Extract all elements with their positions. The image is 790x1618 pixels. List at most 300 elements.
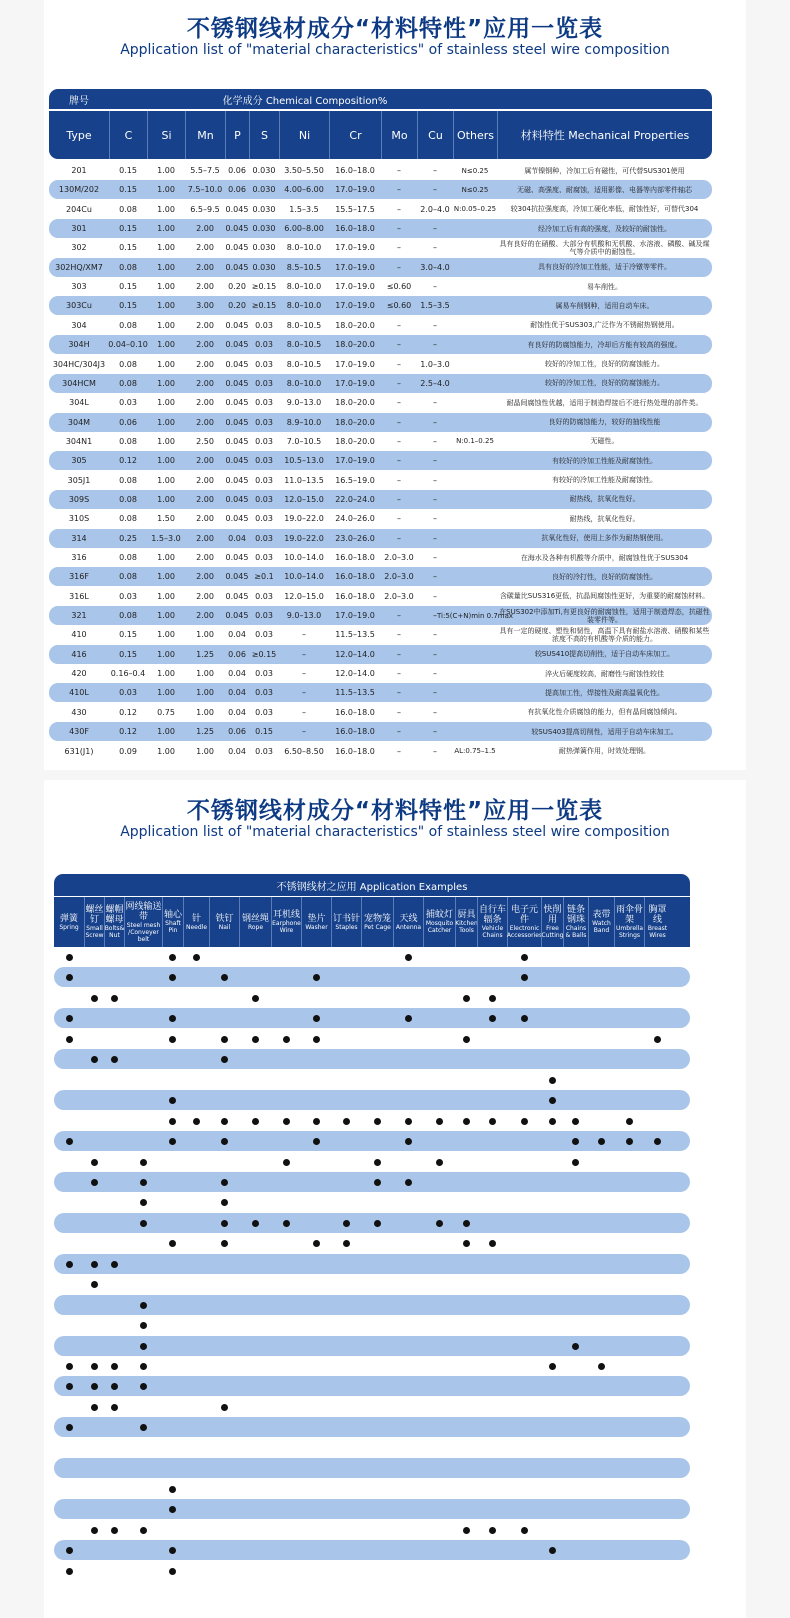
application-row [54,1008,690,1028]
application-dot [193,1118,200,1125]
cell-mo: – [397,456,401,466]
cell-ni: 10.0–14.0 [284,553,324,562]
cell-type: 201 [71,166,87,175]
cell-c: 0.04–0.10 [108,340,148,350]
cell-prop: 无磁性。 [590,437,619,446]
application-dot [654,1138,661,1145]
application-col-label-en: Pet Cage [364,923,391,931]
application-dot [140,1199,147,1206]
cell-prop: 较好的冷加工性，良好的防腐蚀能力。 [545,360,664,368]
cell-si: 1.00 [157,301,175,311]
cell-mn: 1.00 [196,746,214,756]
cell-s: 0.03 [255,359,273,369]
application-row [54,967,690,987]
composition-col-ni: Ni [279,111,329,159]
application-dot [572,1118,579,1125]
cell-cu: – [433,611,437,621]
application-dot [221,1138,228,1145]
application-col-label-en: Umbrella Strings [615,925,644,939]
cell-ni: 12.0–15.0 [284,494,324,504]
cell-c: 0.15 [119,301,137,311]
cell-prop: 属节镍钢种，冷加工后有磁性，可代替SUS301使用 [524,166,685,175]
application-dot [66,1383,73,1390]
application-row [54,1479,690,1499]
cell-c: 0.12 [119,707,137,717]
cell-prop: 耐热线，抗氧化性好。 [569,495,640,504]
cell-mn: 2.50 [196,436,214,446]
cell-ni: 9.0–13.0 [286,611,322,621]
composition-row [49,625,712,644]
cell-p: 0.06 [228,185,246,195]
cell-cr: 17.0–19.0 [335,456,375,466]
cell-s: 0.03 [255,553,273,562]
cell-c: 0.16–0.4 [110,669,146,679]
composition-col-c: C [109,111,147,159]
cell-si: 1.00 [157,727,175,737]
cell-s: 0.03 [255,494,273,504]
application-row [54,1458,690,1478]
cell-others [453,219,497,238]
cell-mn: 6.5–9.5 [190,204,220,214]
cell-cu: – [433,166,437,175]
cell-prop: 有较好的冷加工性能及耐腐蚀性。 [552,456,657,465]
cell-mn: 2.00 [196,553,214,562]
application-row [54,988,690,1008]
cell-s: 0.030 [252,262,276,272]
application-row [54,1274,690,1294]
application-dot [221,1179,228,1186]
cell-ni: 19.0–22.0 [284,514,324,524]
application-dot [111,995,118,1002]
application-dot [405,1138,412,1145]
cell-cu: 1.5–3.5 [420,301,450,311]
application-col-umbrella-strings [614,897,644,947]
application-col-label-zh: 链条钢珠 [566,905,585,925]
chemical-composition-header: 化学成分 Chemical Composition% [222,95,388,107]
application-col-nail [209,897,239,947]
cell-cr: 17.0–19.0 [335,262,375,272]
application-col-label-zh: 垫片 [307,913,326,924]
application-col-label-en: Free Cutting [541,925,564,939]
application-dot [521,954,528,961]
cell-si: 1.00 [157,553,175,562]
cell-ni: – [302,630,306,640]
application-column-header [54,897,690,947]
cell-cr: 18.0–20.0 [335,417,375,427]
application-col-small-screw [84,897,104,947]
cell-p: 0.045 [225,456,249,466]
cell-si: 1.00 [157,262,175,272]
cell-mo: – [397,359,401,369]
cell-cu: – [433,649,437,659]
cell-mo: – [397,340,401,350]
cell-others: AL:0.75–1.5 [454,747,496,755]
application-col-chains-balls [563,897,588,947]
cell-ni: – [302,669,306,679]
cell-mo: – [397,533,401,543]
application-row [54,1295,690,1315]
application-dot [405,1118,412,1125]
cell-s: 0.030 [252,243,276,253]
application-dot [405,1179,412,1186]
cell-si: 1.00 [157,204,175,214]
cell-p: 0.04 [228,688,246,698]
application-dot [252,1118,259,1125]
cell-cr: 18.0–20.0 [335,340,375,350]
application-dot [221,1404,228,1411]
application-header-title: 不锈钢线材之应用 Application Examples [54,874,690,896]
cell-cu: – [433,688,437,698]
application-col-breast-wires [644,897,670,947]
cell-cr: 17.0–19.0 [335,301,375,311]
cell-p: 0.045 [225,320,249,330]
cell-mo: – [397,649,401,659]
application-dot [91,1383,98,1390]
cell-mo: 2.0–3.0 [384,591,414,601]
cell-s: 0.03 [255,436,273,446]
cell-mo: 2.0–3.0 [384,553,414,562]
cell-p: 0.06 [228,727,246,737]
cell-type: 310S [68,514,90,524]
application-col-antenna [393,897,423,947]
composition-row [49,703,712,722]
cell-cr: 18.0–20.0 [335,398,375,408]
application-row [54,1540,690,1560]
grade-header: 牌号 [69,95,89,107]
composition-row [49,238,712,257]
composition-row [49,374,712,393]
cell-type: 304L [69,398,89,408]
cell-si: 1.00 [157,669,175,679]
composition-col-p: P [225,111,249,159]
cell-mo: ≤0.60 [386,301,412,311]
cell-c: 0.25 [119,533,137,543]
application-row [54,1417,690,1437]
cell-cr: 24.0–26.0 [335,514,375,524]
cell-cu: – [433,669,437,679]
cell-p: 0.045 [225,436,249,446]
cell-c: 0.08 [119,494,137,504]
application-row [54,947,690,967]
cell-mn: 1.00 [196,707,214,717]
cell-s: 0.030 [252,185,276,195]
application-dot [598,1138,605,1145]
application-col-steel-mesh-conveyer-belt [124,897,162,947]
cell-p: 0.06 [228,649,246,659]
cell-cr: 16.0–18.0 [335,572,375,582]
application-dot [111,1056,118,1063]
application-dot [374,1179,381,1186]
application-col-label-zh: 表带 [592,910,611,920]
application-col-label-en: Electronic Accessories [506,925,543,939]
application-dot [463,995,470,1002]
cell-mo: – [397,494,401,504]
cell-mn: 2.00 [196,533,214,543]
cell-si: 1.00 [157,320,175,330]
cell-type: 304N1 [65,436,93,446]
cell-prop: 抗氧化性好，使用上多作为耐热钢使用。 [541,534,668,543]
cell-s: 0.03 [255,378,273,388]
application-dot [463,1118,470,1125]
cell-mn: 2.00 [196,591,214,601]
cell-ni: 19.0–22.0 [284,533,324,543]
application-col-label-zh: 宠物笼 [363,913,391,924]
application-dot [221,1036,228,1043]
application-dot [91,1261,98,1268]
application-col-free-cutting [541,897,563,947]
application-col-label-en: Watch Band [592,920,611,934]
cell-mn: 2.00 [196,572,214,582]
application-dot [169,1506,176,1513]
composition-row [49,722,712,741]
cell-others [453,393,497,412]
cell-s: 0.15 [255,727,273,737]
application-dot [436,1159,443,1166]
composition-column-header [49,111,712,159]
cell-c: 0.08 [119,262,137,272]
cell-ni: 12.0–15.0 [284,591,324,601]
application-dot [221,1220,228,1227]
cell-ni: 8.0–10.5 [286,340,322,350]
application-dot [313,1118,320,1125]
cell-ni: 8.5–10.5 [286,262,322,272]
cell-mn: 2.00 [196,340,214,350]
application-col-bolts-nut [104,897,124,947]
application-col-vehicle-chains [477,897,507,947]
cell-p: 0.04 [228,746,246,756]
application-dot [91,1281,98,1288]
cell-s: ≥0.15 [251,649,277,659]
composition-title-en: Application list of "material characteristics" of stainless steel wire composition [120,42,670,58]
cell-cr: 18.0–20.0 [335,320,375,330]
cell-c: 0.03 [119,591,137,601]
cell-p: 0.20 [228,282,246,292]
cell-cu: – [433,320,437,330]
cell-p: 0.045 [225,243,249,253]
cell-mn: 2.00 [196,514,214,524]
cell-mn: 2.00 [196,611,214,621]
application-col-label-en: Chains & Balls [565,925,587,939]
cell-p: 0.045 [225,514,249,524]
cell-type: 314 [71,533,87,543]
application-col-washer [301,897,331,947]
application-dot [169,1118,176,1125]
application-dot [374,1159,381,1166]
cell-s: 0.03 [255,591,273,601]
application-dot [66,1568,73,1575]
application-col-label-zh: 厨具 [457,910,476,920]
cell-s: 0.030 [252,166,276,175]
application-dot [169,1568,176,1575]
cell-prop: 具有良好的冷加工性能，适于冷镦等零件。 [538,263,671,272]
cell-mn: 2.00 [196,224,214,234]
composition-header-top [49,89,712,109]
cell-si: 1.00 [157,398,175,408]
application-dot [626,1138,633,1145]
application-col-label-en: Washer [305,923,328,931]
cell-p: 0.045 [225,398,249,408]
application-dot [66,1036,73,1043]
cell-s: 0.03 [255,746,273,756]
application-dot [521,1118,528,1125]
cell-type: 321 [71,611,87,621]
application-dot [252,1036,259,1043]
cell-others [453,664,497,683]
application-dot [221,1118,228,1125]
application-dot [111,1404,118,1411]
cell-ni: 9.0–13.0 [286,398,322,408]
cell-cu: – [433,591,437,601]
application-col-label-zh: 轴心 [163,910,182,920]
application-col-label-en: Staples [335,923,358,931]
application-col-earphone-wire [271,897,301,947]
cell-c: 0.08 [119,378,137,388]
application-col-label-zh: 网线输送带 [125,901,162,922]
cell-si: 1.00 [157,494,175,504]
cell-prop: 较304抗拉强度高，冷加工硬化率低，耐蚀性好，可替代304 [510,205,699,214]
composition-row [49,451,712,470]
application-dot [140,1179,147,1186]
cell-prop: 具有良好的在硝酸、大部分有机酸和无机酸、水溶液、磷酸、碱及煤气等介质中的耐蚀性。 [499,239,710,256]
cell-cu: – [433,398,437,408]
cell-si: 1.00 [157,359,175,369]
cell-si: 1.5–3.0 [151,533,181,543]
composition-row [49,567,712,586]
application-dot [572,1138,579,1145]
cell-type: 305 [71,456,87,466]
composition-row [49,664,712,683]
cell-c: 0.15 [119,224,137,234]
application-col-label-en: Spring [59,923,79,931]
application-dot [169,1138,176,1145]
composition-row [49,335,712,354]
cell-si: 1.00 [157,688,175,698]
cell-cu: – [433,630,437,640]
cell-mo: – [397,320,401,330]
cell-mn: 5.5–7.5 [190,166,220,175]
cell-others [453,683,497,702]
cell-p: 0.04 [228,707,246,717]
application-dot [489,995,496,1002]
cell-others [453,316,497,335]
application-dot [598,1363,605,1370]
cell-s: 0.03 [255,398,273,408]
application-dot [66,1138,73,1145]
cell-p: 0.045 [225,204,249,214]
composition-row [49,316,712,335]
cell-c: 0.08 [119,475,137,485]
application-dot [521,1015,528,1022]
cell-mo: – [397,436,401,446]
application-row [54,1438,690,1458]
application-dot [91,1056,98,1063]
application-row [54,1090,690,1110]
application-dot [521,974,528,981]
cell-s: 0.030 [252,204,276,214]
application-row [54,1356,690,1376]
cell-prop: 经冷加工后有高的强度，及较好的耐蚀性。 [538,224,671,233]
cell-p: 0.045 [225,359,249,369]
cell-cr: 11.5–13.5 [335,688,375,698]
composition-row [49,219,712,238]
composition-col-others: Others [453,111,497,159]
composition-row [49,355,712,374]
application-row [54,1499,690,1519]
cell-c: 0.15 [119,243,137,253]
application-dot [91,1363,98,1370]
cell-c: 0.08 [119,572,137,582]
cell-mo: – [397,514,401,524]
application-col-label-zh: 钢丝绳 [241,913,269,924]
cell-s: 0.03 [255,514,273,524]
application-col-label-zh: 雨伞骨架 [615,905,643,925]
cell-mo: – [397,707,401,717]
cell-cu: 2.0–4.0 [420,204,450,214]
cell-mo: – [397,630,401,640]
cell-p: 0.045 [225,494,249,504]
cell-c: 0.08 [119,611,137,621]
application-dot [169,974,176,981]
cell-si: 1.00 [157,185,175,195]
cell-prop: 有良好的防腐蚀能力，冷却后方能有较高的强度。 [527,340,682,349]
application-dot [193,954,200,961]
application-dot [66,1015,73,1022]
cell-type: 305J1 [67,475,91,485]
application-col-label-zh: 螺丝钉 [85,905,104,925]
cell-cr: 16.0–18.0 [335,553,375,562]
application-col-label-en: Earphone Wire [272,920,301,934]
cell-type: 416 [71,649,87,659]
application-row [54,1029,690,1049]
cell-others [453,567,497,586]
cell-p: 0.045 [225,611,249,621]
cell-si: 1.00 [157,243,175,253]
cell-si: 1.00 [157,224,175,234]
cell-mo: – [397,746,401,756]
cell-type: 304HCM [62,378,96,388]
application-col-label-zh: 胸罩线 [648,905,667,925]
cell-type: 410L [69,688,89,698]
cell-si: 1.00 [157,436,175,446]
application-dot [111,1261,118,1268]
cell-mn: 2.00 [196,359,214,369]
cell-prop: 耐蚀性优于SUS303,广泛作为不锈耐热钢使用。 [530,321,679,330]
composition-col-type: Type [66,128,92,142]
application-dot [111,1363,118,1370]
cell-ni: 7.0–10.5 [286,436,322,446]
cell-type: 309S [68,494,90,504]
cell-prop: 良好的防腐蚀能力，较好的抽线性能 [548,418,661,427]
cell-ni: 8.0–10.0 [286,243,322,253]
application-row [54,1254,690,1274]
cell-cr: 16.0–18.0 [335,224,375,234]
application-dot [405,1015,412,1022]
cell-p: 0.045 [225,591,249,601]
application-row [54,1315,690,1335]
application-row [54,1070,690,1090]
application-col-label-zh: 弹簧 [59,913,78,924]
cell-others [453,296,497,315]
application-dot [169,1015,176,1022]
cell-p: 0.045 [225,572,249,582]
cell-s: 0.03 [255,533,273,543]
cell-prop: 较SUS403提高切削性，适用于自动车床加工。 [531,727,678,736]
application-dot [489,1527,496,1534]
cell-si: 1.00 [157,746,175,756]
cell-others [453,587,497,606]
cell-cr: 17.0–19.0 [335,282,375,292]
cell-cr: 17.0–19.0 [335,611,375,621]
